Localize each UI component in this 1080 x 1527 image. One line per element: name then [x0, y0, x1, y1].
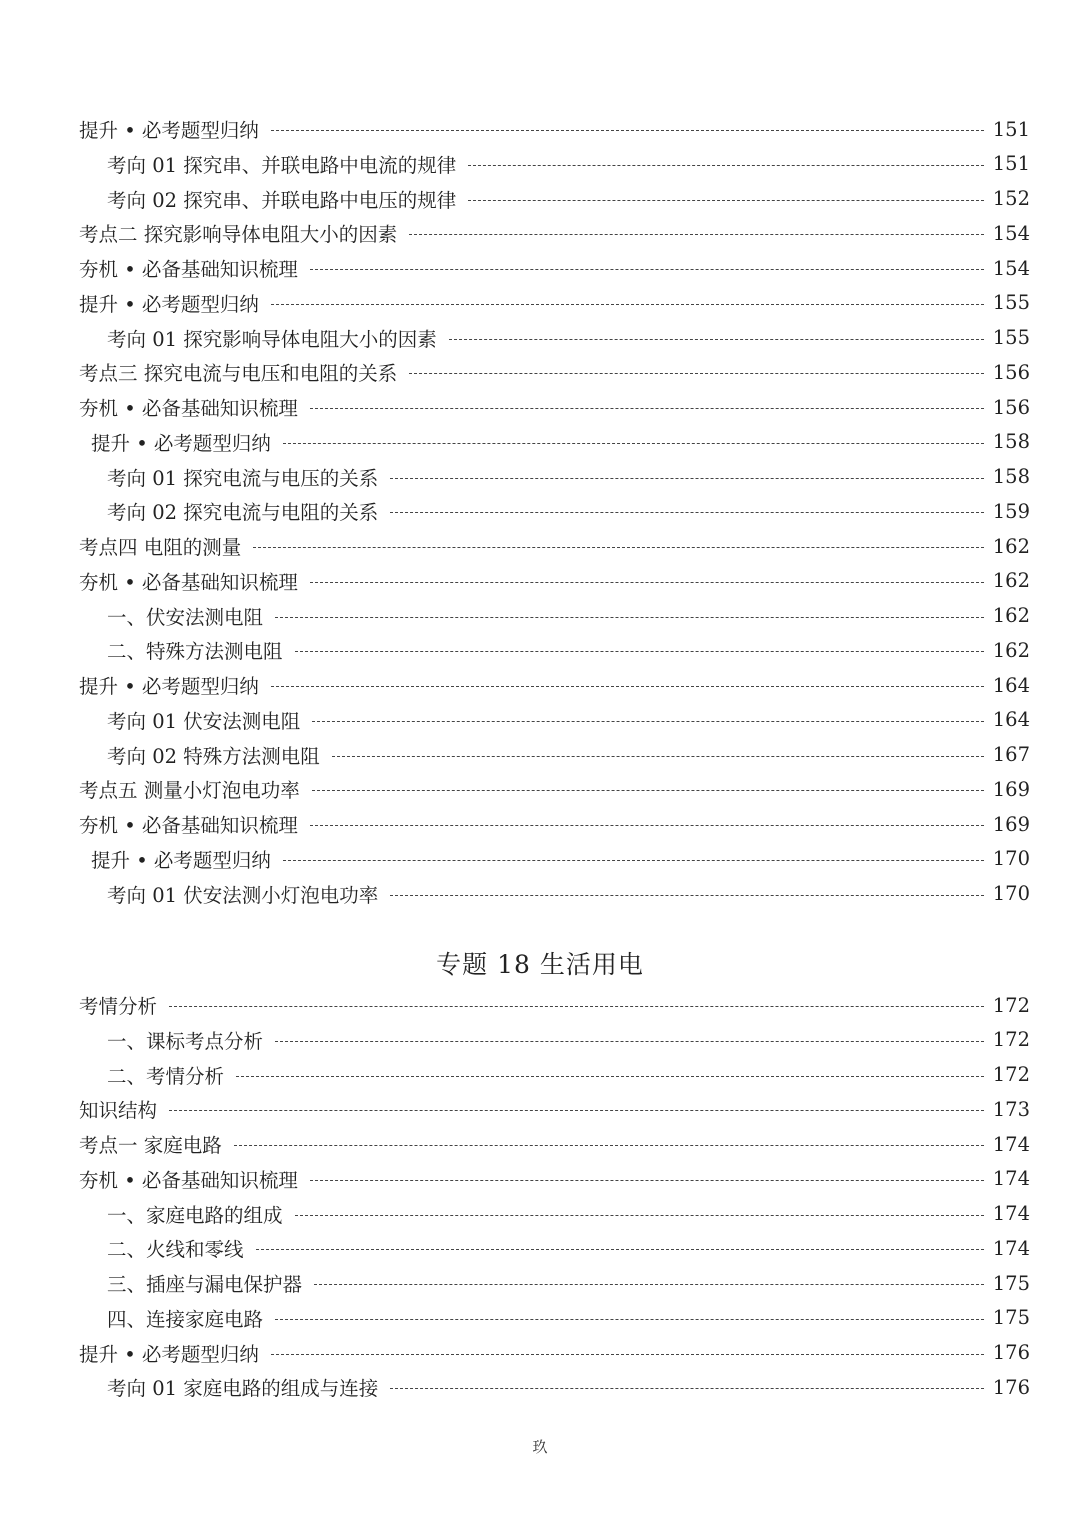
toc-entry-label: 二、火线和零线: [107, 1238, 244, 1262]
toc-entry-label: 考点三 探究电流与电压和电阻的关系: [79, 362, 398, 386]
toc-entry[interactable]: [0, 599, 1030, 633]
toc-entry-page-number: 164: [992, 673, 1030, 697]
toc-entry-label: 提升 • 必考题型归纳: [91, 848, 271, 872]
toc-entry-label: 考向 01 伏安法测小灯泡电功率: [107, 883, 379, 907]
toc-entry[interactable]: [0, 703, 1030, 737]
toc-entry-page-number: 176: [992, 1341, 1030, 1364]
dot-leader: [283, 443, 984, 444]
toc-entry-page-number: 151: [992, 117, 1030, 141]
toc-entry[interactable]: [0, 286, 1030, 320]
toc-entry-page-number: 172: [992, 1028, 1030, 1052]
toc-entry[interactable]: [0, 1301, 1030, 1335]
toc-entry-label: 考点一 家庭电路: [79, 1134, 222, 1157]
dot-leader: [271, 686, 984, 687]
toc-entry-label: 考向 02 特殊方法测电阻: [107, 744, 320, 768]
toc-entry-page-number: 169: [992, 777, 1030, 801]
dot-leader: [295, 1215, 984, 1216]
toc-entry-label: 二、考情分析: [107, 1064, 225, 1088]
toc-entry-page-number: 172: [992, 993, 1030, 1017]
dot-leader: [390, 512, 984, 513]
toc-entry-page-number: 170: [992, 847, 1030, 871]
toc-entry-label: 考向 01 伏安法测电阻: [107, 709, 301, 733]
dot-leader: [169, 1006, 984, 1007]
toc-entry-label: 夯机 • 必备基础知识梳理: [79, 258, 298, 281]
toc-entry[interactable]: [0, 1092, 1030, 1126]
dot-leader: [409, 234, 984, 235]
toc-entry-label: 考向 02 探究串、并联电路中电压的规律: [107, 188, 457, 212]
toc-entry-label: 考点二 探究影响导体电阻大小的因素: [79, 223, 398, 247]
toc-entry[interactable]: [0, 738, 1030, 772]
dot-leader: [234, 1145, 984, 1146]
toc-entry-label: 夯机 • 必备基础知识梳理: [79, 570, 298, 594]
toc-entry-label: 提升 • 必考题型归纳: [79, 292, 259, 316]
toc-entry-page-number: 174: [992, 1167, 1030, 1191]
toc-entry[interactable]: [0, 321, 1030, 355]
dot-leader: [275, 1041, 984, 1042]
toc-entry-label: 考点四 电阻的测量: [79, 536, 242, 559]
toc-entry[interactable]: [0, 1058, 1030, 1092]
dot-leader: [310, 825, 984, 826]
dot-leader: [390, 1388, 984, 1389]
toc-entry-page-number: 164: [992, 708, 1030, 732]
toc-entry[interactable]: [0, 147, 1030, 181]
toc-entry-label: 一、家庭电路的组成: [107, 1203, 283, 1227]
toc-entry[interactable]: [0, 494, 1030, 528]
dot-leader: [390, 478, 984, 479]
toc-entry-page-number: 174: [992, 1132, 1030, 1156]
section-title: 专题 18 生活用电: [436, 950, 644, 979]
toc-entry-page-number: 156: [992, 360, 1030, 384]
toc-entry-page-number: 162: [992, 604, 1030, 627]
toc-entry-page-number: 151: [992, 152, 1030, 176]
dot-leader: [275, 617, 984, 618]
toc-entry-page-number: 154: [992, 221, 1030, 245]
dot-leader: [310, 269, 984, 270]
toc-entry-page-number: 172: [992, 1063, 1030, 1086]
toc-entry-page-number: 174: [992, 1236, 1030, 1260]
dot-leader: [253, 547, 984, 548]
toc-entry-page-number: 162: [992, 638, 1030, 662]
toc-entry-label: 考向 01 探究影响导体电阻大小的因素: [107, 327, 437, 351]
toc-entry-label: 考情分析: [79, 995, 158, 1018]
toc-entry[interactable]: [0, 1023, 1030, 1057]
toc-entry[interactable]: [0, 1162, 1030, 1196]
dot-leader: [468, 165, 984, 166]
toc-entry-page-number: 155: [992, 326, 1030, 349]
dot-leader: [314, 1284, 984, 1285]
toc-entry-page-number: 162: [992, 534, 1030, 558]
toc-entry-label: 一、伏安法测电阻: [107, 605, 264, 629]
toc-entry[interactable]: [0, 390, 1030, 424]
toc-entry[interactable]: [0, 807, 1030, 841]
toc-entry-page-number: 167: [992, 743, 1030, 766]
toc-entry[interactable]: [0, 1197, 1030, 1231]
dot-leader: [295, 651, 984, 652]
toc-entry-label: 二、特殊方法测电阻: [107, 640, 283, 664]
page-footer: 玖: [532, 1438, 548, 1456]
dot-leader: [312, 721, 984, 722]
toc-entry-label: 提升 • 必考题型归纳: [79, 119, 259, 142]
dot-leader: [390, 895, 984, 896]
toc-entry[interactable]: [0, 1231, 1030, 1265]
dot-leader: [169, 1110, 984, 1111]
toc-entry[interactable]: [0, 633, 1030, 667]
toc-entry-page-number: 170: [992, 882, 1030, 905]
toc-entry-page-number: 176: [992, 1375, 1030, 1399]
toc-entry[interactable]: [0, 842, 1030, 876]
toc-entry-label: 提升 • 必考题型归纳: [91, 431, 271, 455]
toc-entry-page-number: 175: [992, 1271, 1030, 1295]
toc-entry-page-number: 154: [992, 256, 1030, 280]
dot-leader: [310, 582, 984, 583]
toc-entry[interactable]: [0, 425, 1030, 459]
toc-entry-label: 考向 01 家庭电路的组成与连接: [107, 1377, 379, 1401]
toc-entry[interactable]: [0, 216, 1030, 250]
dot-leader: [271, 130, 984, 131]
toc-entry-page-number: 162: [992, 569, 1030, 593]
toc-entry-label: 知识结构: [79, 1099, 158, 1123]
dot-leader: [283, 860, 984, 861]
toc-entry[interactable]: [0, 1127, 1030, 1161]
toc-entry-label: 提升 • 必考题型归纳: [79, 1342, 259, 1366]
dot-leader: [449, 339, 984, 340]
toc-entry-page-number: 156: [992, 395, 1030, 419]
toc-entry[interactable]: [0, 251, 1030, 285]
toc-entry[interactable]: [0, 182, 1030, 216]
toc-entry-label: 三、插座与漏电保护器: [107, 1273, 303, 1296]
dot-leader: [275, 1319, 984, 1320]
toc-entry[interactable]: [0, 988, 1030, 1022]
toc-entry-page-number: 155: [992, 291, 1030, 315]
toc-entry-label: 提升 • 必考题型归纳: [79, 675, 259, 698]
dot-leader: [236, 1076, 984, 1077]
toc-entry-page-number: 152: [992, 187, 1030, 210]
toc-entry[interactable]: [0, 877, 1030, 911]
toc-entry-page-number: 175: [992, 1306, 1030, 1330]
toc-entry-label: 夯机 • 必备基础知识梳理: [79, 814, 298, 837]
toc-entry-label: 夯机 • 必备基础知识梳理: [79, 397, 298, 420]
toc-entry-label: 四、连接家庭电路: [107, 1307, 264, 1331]
toc-entry[interactable]: [0, 355, 1030, 389]
toc-entry-label: 考向 02 探究电流与电阻的关系: [107, 501, 379, 525]
toc-entry[interactable]: [0, 772, 1030, 806]
toc-entry-label: 考向 01 探究电流与电压的关系: [107, 466, 379, 490]
dot-leader: [271, 1354, 984, 1355]
toc-entry[interactable]: [0, 460, 1030, 494]
toc-entry-page-number: 158: [992, 430, 1030, 454]
toc-entry[interactable]: [0, 668, 1030, 702]
toc-entry-label: 一、课标考点分析: [107, 1029, 264, 1053]
toc-entry[interactable]: [0, 1370, 1030, 1404]
toc-entry[interactable]: [0, 112, 1030, 146]
dot-leader: [409, 373, 984, 374]
toc-entry-page-number: 159: [992, 499, 1030, 523]
toc-entry-label: 考向 01 探究串、并联电路中电流的规律: [107, 153, 457, 177]
toc-entry-page-number: 174: [992, 1202, 1030, 1225]
dot-leader: [310, 1180, 984, 1181]
toc-entry-page-number: 158: [992, 465, 1030, 488]
dot-leader: [256, 1249, 984, 1250]
toc-entry-page-number: 169: [992, 812, 1030, 836]
dot-leader: [312, 790, 984, 791]
toc-entry-label: 考点五 测量小灯泡电功率: [79, 779, 300, 803]
dot-leader: [271, 304, 984, 305]
toc-entry[interactable]: [0, 529, 1030, 563]
dot-leader: [332, 756, 984, 757]
toc-entry[interactable]: [0, 564, 1030, 598]
toc-entry-label: 夯机 • 必备基础知识梳理: [79, 1168, 298, 1192]
dot-leader: [310, 408, 984, 409]
dot-leader: [468, 200, 984, 201]
toc-entry-page-number: 173: [992, 1097, 1030, 1121]
toc-entry[interactable]: [0, 1266, 1030, 1300]
toc-entry[interactable]: [0, 1336, 1030, 1370]
